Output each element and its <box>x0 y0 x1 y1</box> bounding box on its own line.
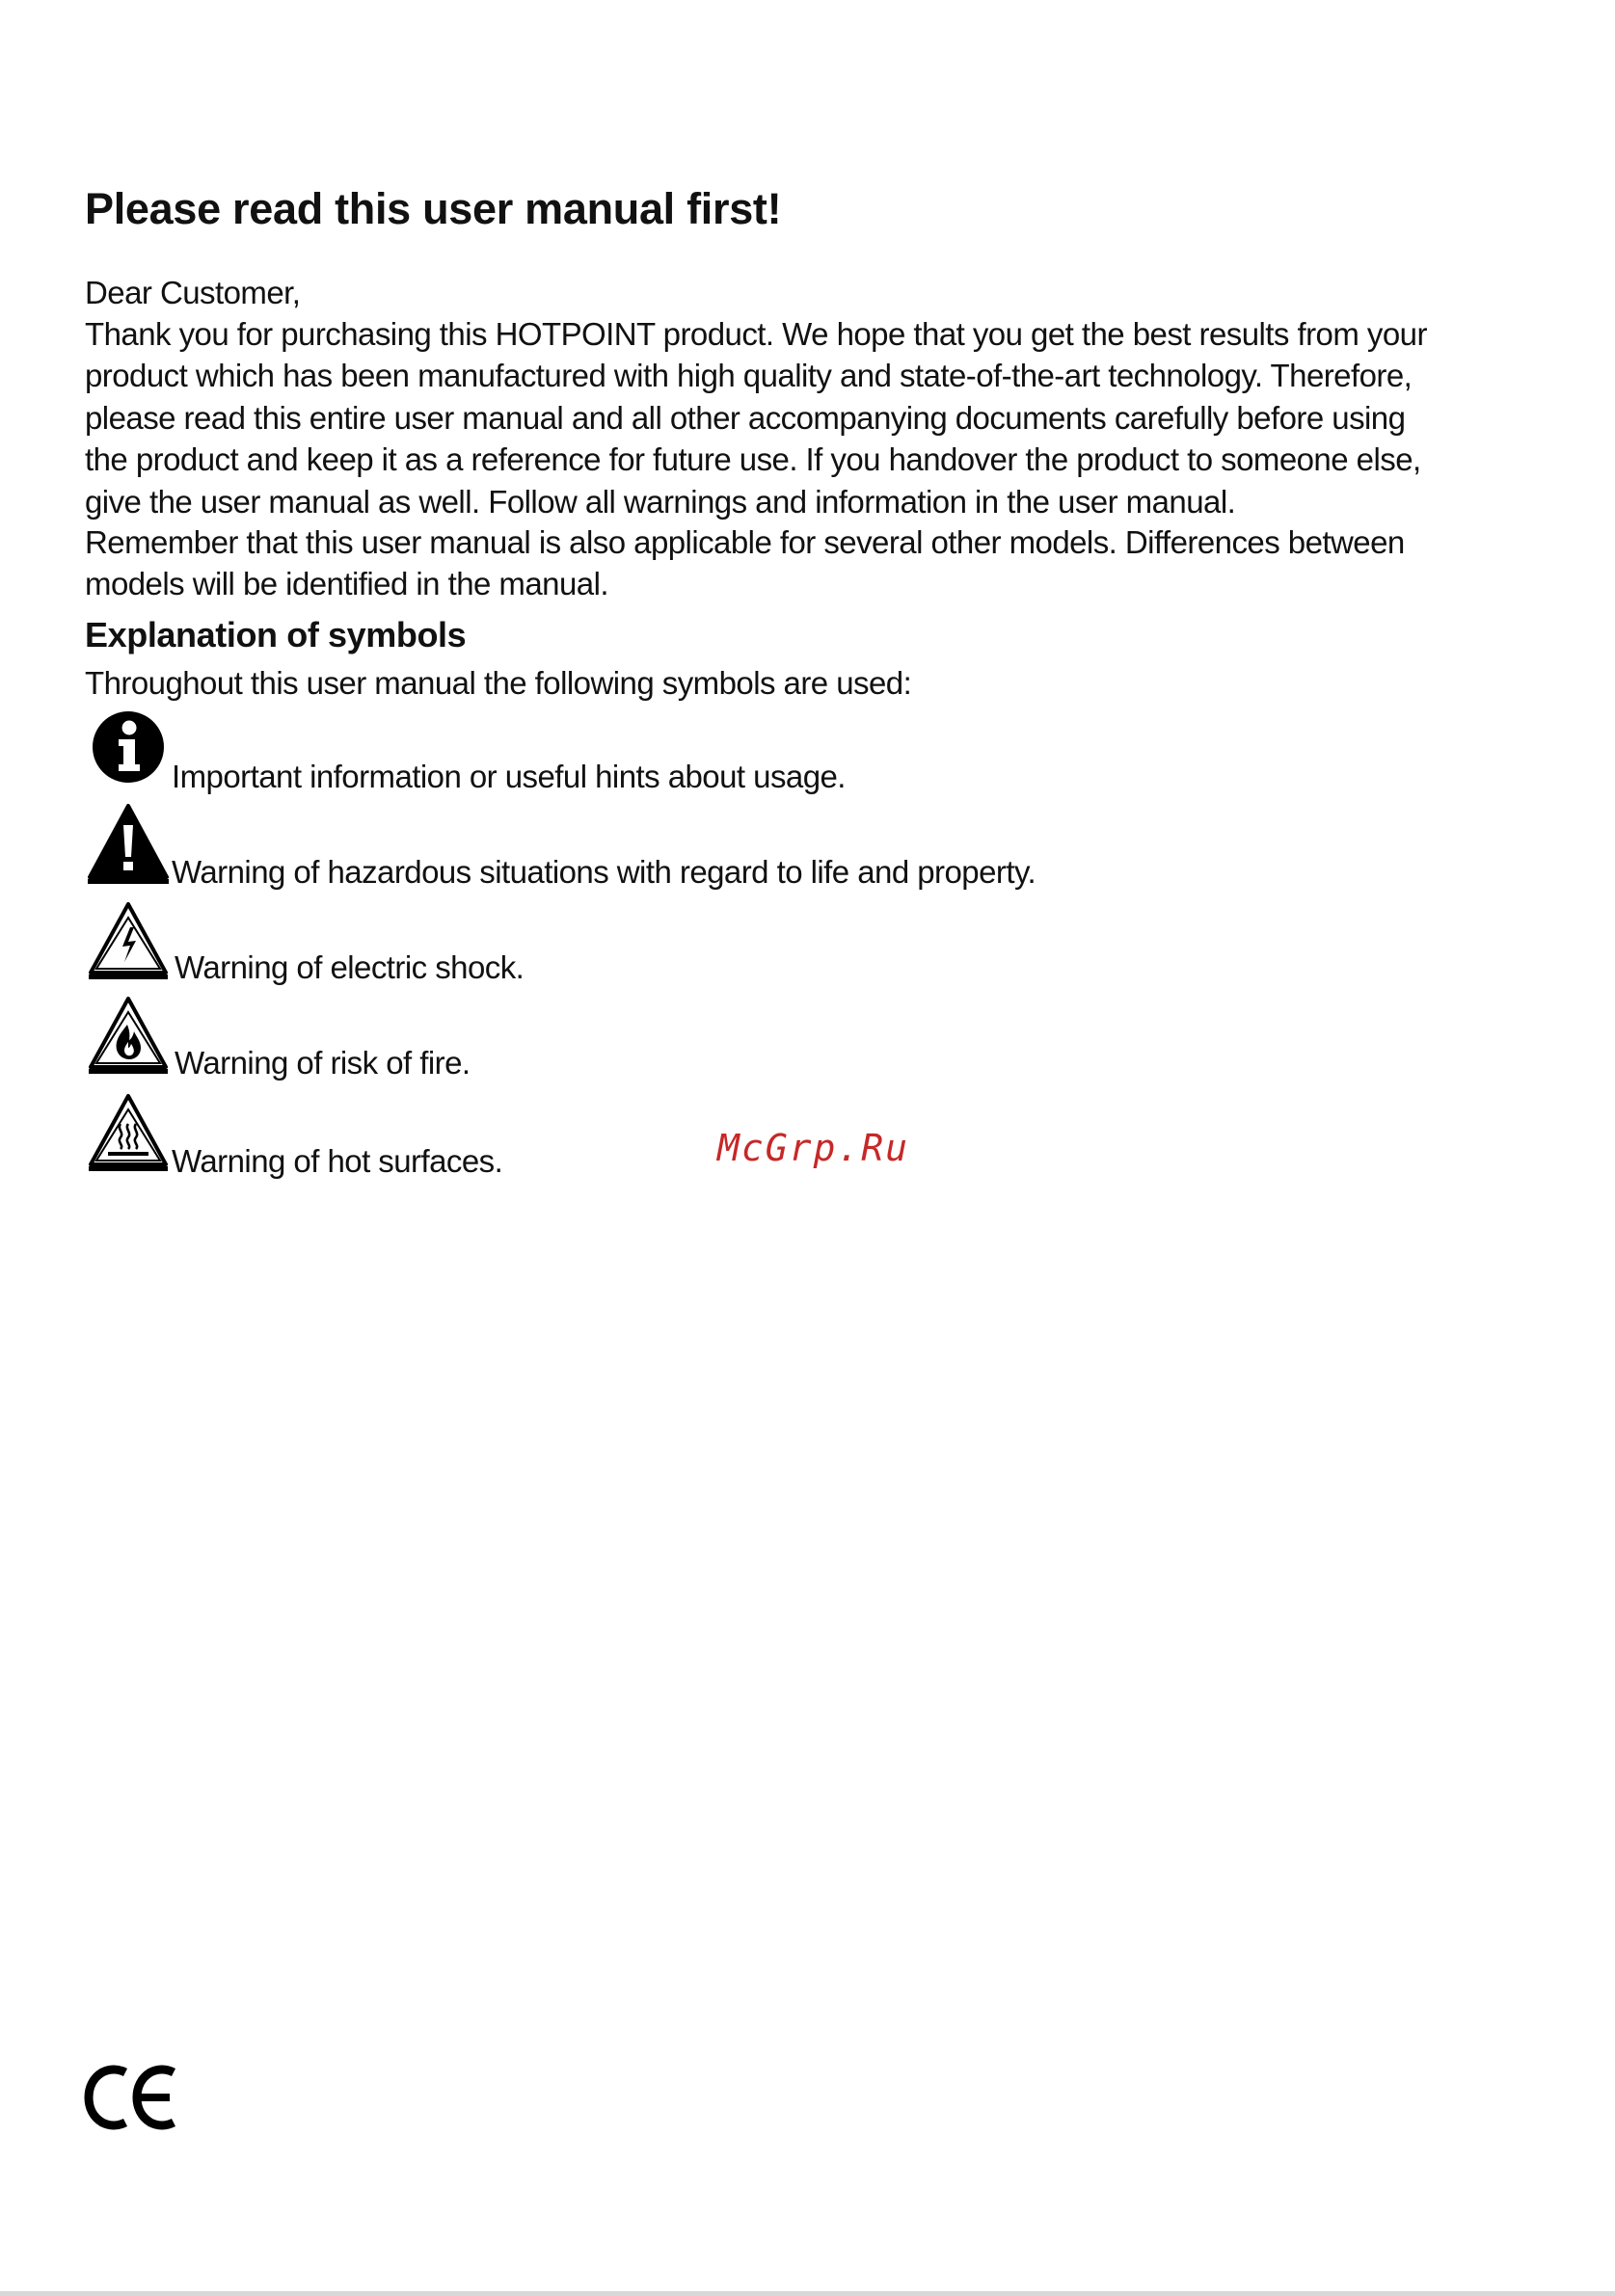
symbol-label: Important information or useful hints about usage. <box>172 759 846 794</box>
page-bottom-edge <box>0 2291 1615 2296</box>
ce-mark-icon <box>83 2061 179 2134</box>
intro-line: product which has been manufactured with high quality and state-of-the-art technology. Therefore, <box>85 358 1413 394</box>
symbols-intro-text: Throughout this user manual the following symbols are used: <box>85 665 912 701</box>
symbol-label: Warning of electric shock. <box>175 949 525 985</box>
reminder-paragraph <box>85 521 1541 605</box>
page-title: Please read this user manual first! <box>85 184 782 233</box>
fire-icon <box>85 993 172 1080</box>
symbol-label: Warning of hazardous situations with regard to life and property. <box>172 854 1036 890</box>
intro-paragraph <box>85 313 1541 522</box>
warning-icon <box>85 802 172 889</box>
watermark-text: McGrp.Ru <box>717 1127 910 1169</box>
hot-surface-icon <box>85 1090 172 1177</box>
symbol-item-info <box>85 706 1242 798</box>
reminder-line: models will be identified in the manual. <box>85 566 608 602</box>
info-icon <box>85 706 172 792</box>
greeting-text: Dear Customer, <box>85 275 301 310</box>
reminder-line: Remember that this user manual is also applicable for several other models. Differences between <box>85 524 1405 560</box>
symbol-item-warning <box>85 802 1242 894</box>
symbol-item-fire <box>85 993 1242 1085</box>
electric-shock-icon <box>85 898 172 985</box>
symbols-heading: Explanation of symbols <box>85 615 467 654</box>
intro-line: Thank you for purchasing this HOTPOINT product. We hope that you get the best results from your <box>85 316 1427 352</box>
intro-line: the product and keep it as a reference for future use. If you handover the product to someone else, <box>85 441 1421 478</box>
symbol-label: Warning of risk of fire. <box>175 1045 471 1081</box>
symbol-item-hot-surface <box>85 1090 1242 1183</box>
intro-line: please read this entire user manual and all other accompanying documents carefully before using <box>85 399 1406 436</box>
symbol-item-electric-shock <box>85 898 1242 991</box>
intro-line: give the user manual as well. Follow all warnings and information in the user manual. <box>85 483 1236 520</box>
symbol-label: Warning of hot surfaces. <box>172 1143 503 1179</box>
